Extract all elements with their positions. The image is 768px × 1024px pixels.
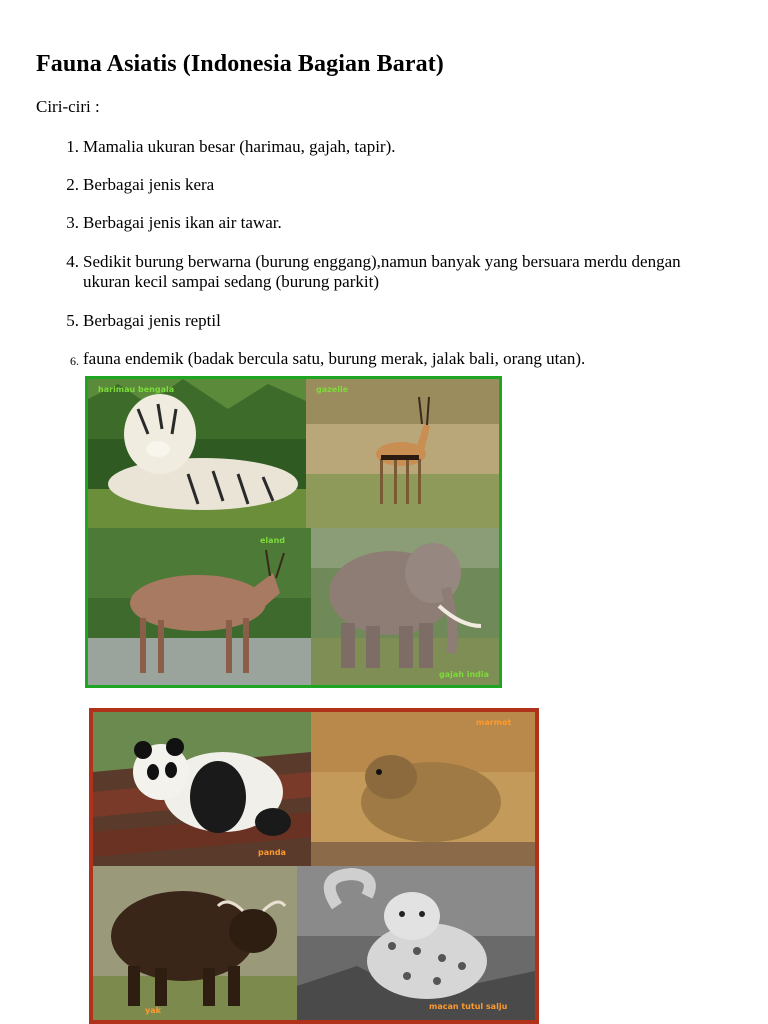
- list-number: 5.: [66, 311, 79, 330]
- list-text: Berbagai jenis reptil: [83, 311, 221, 330]
- tile-label: gajah india: [439, 670, 490, 679]
- gazelle-photo: [306, 379, 499, 528]
- snow-leopard-photo: [297, 866, 535, 1020]
- elephant-photo: [311, 528, 499, 685]
- list-text: Sedikit burung berwarna (burung enggang),namun banyak yang bersuara merdu dengan ukuran kecil sampai sedang (burung parkit): [83, 252, 681, 291]
- list-text: Mamalia ukuran besar (harimau, gajah, tapir).: [83, 137, 396, 156]
- list-number: 1.: [66, 137, 79, 156]
- tile-label: marmot: [476, 718, 512, 727]
- characteristics-heading: Ciri-ciri :: [36, 97, 100, 116]
- list-number: 4.: [66, 252, 79, 271]
- tile-label: macan tutul salju: [429, 1002, 508, 1011]
- list-item: [66, 175, 723, 195]
- list-item: [66, 252, 719, 292]
- tile-label: harimau bengala: [98, 385, 175, 394]
- list-number: 3.: [66, 213, 79, 232]
- tile-label: yak: [145, 1006, 161, 1015]
- yak-photo: [93, 866, 297, 1020]
- panda-photo: [93, 712, 311, 866]
- list-text: fauna endemik (badak bercula satu, burung merak, jalak bali, orang utan).: [83, 349, 586, 368]
- animal-collage-green: [85, 376, 502, 688]
- list-item: [66, 311, 723, 331]
- list-text: Berbagai jenis ikan air tawar.: [83, 213, 282, 232]
- animal-collage-brown: [89, 708, 539, 1024]
- white-tiger-photo: [88, 379, 306, 528]
- list-item: [70, 349, 723, 369]
- eland-photo: [88, 528, 311, 685]
- tile-label: panda: [258, 848, 286, 857]
- list-text: Berbagai jenis kera: [83, 175, 215, 194]
- marmot-photo: [311, 712, 535, 866]
- list-number: 2.: [66, 175, 79, 194]
- document-title: Fauna Asiatis (Indonesia Bagian Barat): [36, 51, 444, 77]
- list-item: [66, 213, 723, 233]
- list-item: [66, 137, 723, 157]
- tile-label: gazelle: [316, 385, 349, 394]
- list-number: 6.: [70, 354, 79, 368]
- tile-label: eland: [260, 536, 285, 545]
